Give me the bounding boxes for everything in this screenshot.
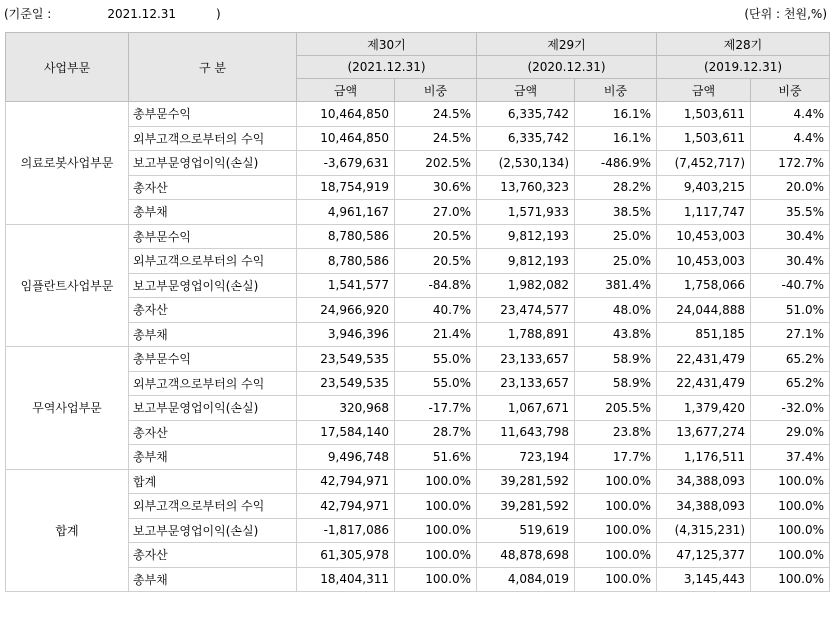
amount-cell: 34,388,093 bbox=[657, 494, 751, 519]
amount-cell: 851,185 bbox=[657, 322, 751, 347]
header-date-29: (2020.12.31) bbox=[477, 56, 657, 79]
row-item-label: 총자산 bbox=[129, 298, 297, 323]
segment-name: 무역사업부문 bbox=[6, 347, 129, 470]
amount-cell: 10,464,850 bbox=[297, 102, 395, 127]
table-caption bbox=[0, 0, 831, 22]
ratio-cell: 51.6% bbox=[395, 445, 477, 470]
ratio-cell: 20.0% bbox=[751, 175, 830, 200]
amount-cell: 1,503,611 bbox=[657, 102, 751, 127]
ratio-cell: 28.7% bbox=[395, 420, 477, 445]
ratio-cell: 65.2% bbox=[751, 347, 830, 372]
amount-cell: 22,431,479 bbox=[657, 347, 751, 372]
row-item-label: 보고부문영업이익(손실) bbox=[129, 396, 297, 421]
row-item-label: 총부채 bbox=[129, 322, 297, 347]
amount-cell: 4,084,019 bbox=[477, 567, 575, 592]
ratio-cell: 24.5% bbox=[395, 126, 477, 151]
ratio-cell: 28.2% bbox=[575, 175, 657, 200]
ratio-cell: 24.5% bbox=[395, 102, 477, 127]
amount-cell: 9,812,193 bbox=[477, 249, 575, 274]
table-row bbox=[6, 567, 830, 592]
amount-cell: 13,677,274 bbox=[657, 420, 751, 445]
row-item-label: 총부채 bbox=[129, 445, 297, 470]
ratio-cell: 48.0% bbox=[575, 298, 657, 323]
table-row bbox=[6, 102, 830, 127]
amount-cell: 11,643,798 bbox=[477, 420, 575, 445]
amount-cell: 42,794,971 bbox=[297, 469, 395, 494]
amount-cell: 13,760,323 bbox=[477, 175, 575, 200]
ratio-cell: 100.0% bbox=[395, 567, 477, 592]
ratio-cell: 172.7% bbox=[751, 151, 830, 176]
table-row bbox=[6, 543, 830, 568]
ratio-cell: 58.9% bbox=[575, 371, 657, 396]
table-row bbox=[6, 249, 830, 274]
header-period-28: 제28기 bbox=[657, 33, 830, 56]
amount-cell: 3,946,396 bbox=[297, 322, 395, 347]
amount-cell: (4,315,231) bbox=[657, 518, 751, 543]
amount-cell: 39,281,592 bbox=[477, 469, 575, 494]
row-item-label: 총부채 bbox=[129, 200, 297, 225]
row-item-label: 보고부문영업이익(손실) bbox=[129, 273, 297, 298]
header-item: 구 분 bbox=[129, 33, 297, 102]
header-period-30: 제30기 bbox=[297, 33, 477, 56]
ratio-cell: 100.0% bbox=[575, 567, 657, 592]
basis-close: ) bbox=[216, 7, 221, 21]
ratio-cell: 55.0% bbox=[395, 347, 477, 372]
amount-cell: 1,067,671 bbox=[477, 396, 575, 421]
amount-cell: 9,496,748 bbox=[297, 445, 395, 470]
amount-cell: 10,453,003 bbox=[657, 249, 751, 274]
row-item-label: 총자산 bbox=[129, 543, 297, 568]
header-ratio: 비중 bbox=[395, 79, 477, 102]
segment-name: 임플란트사업부문 bbox=[6, 224, 129, 347]
table-row bbox=[6, 494, 830, 519]
amount-cell: 4,961,167 bbox=[297, 200, 395, 225]
ratio-cell: 43.8% bbox=[575, 322, 657, 347]
ratio-cell: -84.8% bbox=[395, 273, 477, 298]
basis-label: (기준일 : bbox=[4, 7, 52, 21]
amount-cell: 22,431,479 bbox=[657, 371, 751, 396]
table-row bbox=[6, 518, 830, 543]
amount-cell: 10,453,003 bbox=[657, 224, 751, 249]
table-row bbox=[6, 298, 830, 323]
ratio-cell: -40.7% bbox=[751, 273, 830, 298]
amount-cell: -3,679,631 bbox=[297, 151, 395, 176]
table-body bbox=[6, 102, 830, 592]
header-date-28: (2019.12.31) bbox=[657, 56, 830, 79]
amount-cell: 6,335,742 bbox=[477, 126, 575, 151]
header-period-29: 제29기 bbox=[477, 33, 657, 56]
amount-cell: 1,117,747 bbox=[657, 200, 751, 225]
ratio-cell: 65.2% bbox=[751, 371, 830, 396]
ratio-cell: 21.4% bbox=[395, 322, 477, 347]
amount-cell: 1,788,891 bbox=[477, 322, 575, 347]
row-item-label: 보고부문영업이익(손실) bbox=[129, 151, 297, 176]
ratio-cell: 100.0% bbox=[575, 518, 657, 543]
table-row bbox=[6, 469, 830, 494]
table-row bbox=[6, 396, 830, 421]
ratio-cell: 100.0% bbox=[751, 469, 830, 494]
ratio-cell: 23.8% bbox=[575, 420, 657, 445]
row-item-label: 외부고객으로부터의 수익 bbox=[129, 494, 297, 519]
ratio-cell: 100.0% bbox=[575, 543, 657, 568]
ratio-cell: 27.0% bbox=[395, 200, 477, 225]
basis-date: 2021.12.31 bbox=[107, 7, 177, 21]
table-row bbox=[6, 224, 830, 249]
row-item-label: 총부문수익 bbox=[129, 347, 297, 372]
amount-cell: 23,549,535 bbox=[297, 371, 395, 396]
row-item-label: 외부고객으로부터의 수익 bbox=[129, 371, 297, 396]
amount-cell: 320,968 bbox=[297, 396, 395, 421]
ratio-cell: 30.4% bbox=[751, 249, 830, 274]
ratio-cell: 100.0% bbox=[751, 543, 830, 568]
amount-cell: 519,619 bbox=[477, 518, 575, 543]
ratio-cell: 100.0% bbox=[395, 469, 477, 494]
ratio-cell: -486.9% bbox=[575, 151, 657, 176]
amount-cell: 8,780,586 bbox=[297, 249, 395, 274]
row-item-label: 총자산 bbox=[129, 420, 297, 445]
table-row bbox=[6, 151, 830, 176]
ratio-cell: 27.1% bbox=[751, 322, 830, 347]
amount-cell: 1,541,577 bbox=[297, 273, 395, 298]
row-item-label: 합계 bbox=[129, 469, 297, 494]
amount-cell: 9,812,193 bbox=[477, 224, 575, 249]
ratio-cell: 58.9% bbox=[575, 347, 657, 372]
table-row bbox=[6, 445, 830, 470]
table-row bbox=[6, 273, 830, 298]
amount-cell: 18,404,311 bbox=[297, 567, 395, 592]
amount-cell: 1,176,511 bbox=[657, 445, 751, 470]
amount-cell: 18,754,919 bbox=[297, 175, 395, 200]
ratio-cell: 202.5% bbox=[395, 151, 477, 176]
ratio-cell: 55.0% bbox=[395, 371, 477, 396]
table-row bbox=[6, 371, 830, 396]
row-item-label: 외부고객으로부터의 수익 bbox=[129, 126, 297, 151]
table-row bbox=[6, 322, 830, 347]
ratio-cell: 381.4% bbox=[575, 273, 657, 298]
ratio-cell: 30.4% bbox=[751, 224, 830, 249]
ratio-cell: 100.0% bbox=[575, 469, 657, 494]
amount-cell: 1,758,066 bbox=[657, 273, 751, 298]
amount-cell: 23,133,657 bbox=[477, 347, 575, 372]
amount-cell: 24,966,920 bbox=[297, 298, 395, 323]
amount-cell: -1,817,086 bbox=[297, 518, 395, 543]
amount-cell: 48,878,698 bbox=[477, 543, 575, 568]
ratio-cell: 51.0% bbox=[751, 298, 830, 323]
ratio-cell: 4.4% bbox=[751, 126, 830, 151]
header-segment: 사업부문 bbox=[6, 33, 129, 102]
ratio-cell: -32.0% bbox=[751, 396, 830, 421]
header-ratio: 비중 bbox=[575, 79, 657, 102]
table-row bbox=[6, 175, 830, 200]
segment-name: 합계 bbox=[6, 469, 129, 592]
segment-name: 의료로봇사업부문 bbox=[6, 102, 129, 225]
ratio-cell: 100.0% bbox=[395, 518, 477, 543]
ratio-cell: 30.6% bbox=[395, 175, 477, 200]
table-row bbox=[6, 347, 830, 372]
ratio-cell: 100.0% bbox=[575, 494, 657, 519]
amount-cell: 1,379,420 bbox=[657, 396, 751, 421]
amount-cell: 3,145,443 bbox=[657, 567, 751, 592]
basis-date-line bbox=[4, 5, 221, 22]
amount-cell: 61,305,978 bbox=[297, 543, 395, 568]
row-item-label: 총부문수익 bbox=[129, 102, 297, 127]
amount-cell: 42,794,971 bbox=[297, 494, 395, 519]
ratio-cell: 100.0% bbox=[395, 494, 477, 519]
amount-cell: 8,780,586 bbox=[297, 224, 395, 249]
amount-cell: 24,044,888 bbox=[657, 298, 751, 323]
ratio-cell: 20.5% bbox=[395, 224, 477, 249]
table-row bbox=[6, 200, 830, 225]
ratio-cell: 100.0% bbox=[395, 543, 477, 568]
row-item-label: 총자산 bbox=[129, 175, 297, 200]
segment-table bbox=[5, 32, 830, 592]
amount-cell: 17,584,140 bbox=[297, 420, 395, 445]
amount-cell: (2,530,134) bbox=[477, 151, 575, 176]
ratio-cell: 100.0% bbox=[751, 494, 830, 519]
amount-cell: 1,503,611 bbox=[657, 126, 751, 151]
amount-cell: 47,125,377 bbox=[657, 543, 751, 568]
row-item-label: 외부고객으로부터의 수익 bbox=[129, 249, 297, 274]
header-amount: 금액 bbox=[477, 79, 575, 102]
ratio-cell: 205.5% bbox=[575, 396, 657, 421]
ratio-cell: -17.7% bbox=[395, 396, 477, 421]
ratio-cell: 100.0% bbox=[751, 518, 830, 543]
table-row bbox=[6, 420, 830, 445]
amount-cell: (7,452,717) bbox=[657, 151, 751, 176]
ratio-cell: 40.7% bbox=[395, 298, 477, 323]
ratio-cell: 35.5% bbox=[751, 200, 830, 225]
ratio-cell: 25.0% bbox=[575, 224, 657, 249]
row-item-label: 총부문수익 bbox=[129, 224, 297, 249]
ratio-cell: 4.4% bbox=[751, 102, 830, 127]
header-amount: 금액 bbox=[657, 79, 751, 102]
row-item-label: 총부채 bbox=[129, 567, 297, 592]
header-amount: 금액 bbox=[297, 79, 395, 102]
amount-cell: 9,403,215 bbox=[657, 175, 751, 200]
header-date-30: (2021.12.31) bbox=[297, 56, 477, 79]
ratio-cell: 100.0% bbox=[751, 567, 830, 592]
amount-cell: 39,281,592 bbox=[477, 494, 575, 519]
row-item-label: 보고부문영업이익(손실) bbox=[129, 518, 297, 543]
unit-label: (단위 : 천원,%) bbox=[744, 7, 827, 21]
ratio-cell: 29.0% bbox=[751, 420, 830, 445]
table-row bbox=[6, 126, 830, 151]
ratio-cell: 25.0% bbox=[575, 249, 657, 274]
amount-cell: 34,388,093 bbox=[657, 469, 751, 494]
ratio-cell: 17.7% bbox=[575, 445, 657, 470]
amount-cell: 23,474,577 bbox=[477, 298, 575, 323]
amount-cell: 723,194 bbox=[477, 445, 575, 470]
ratio-cell: 16.1% bbox=[575, 126, 657, 151]
ratio-cell: 38.5% bbox=[575, 200, 657, 225]
amount-cell: 23,549,535 bbox=[297, 347, 395, 372]
amount-cell: 6,335,742 bbox=[477, 102, 575, 127]
amount-cell: 1,982,082 bbox=[477, 273, 575, 298]
ratio-cell: 16.1% bbox=[575, 102, 657, 127]
amount-cell: 23,133,657 bbox=[477, 371, 575, 396]
ratio-cell: 37.4% bbox=[751, 445, 830, 470]
amount-cell: 1,571,933 bbox=[477, 200, 575, 225]
amount-cell: 10,464,850 bbox=[297, 126, 395, 151]
header-ratio: 비중 bbox=[751, 79, 830, 102]
ratio-cell: 20.5% bbox=[395, 249, 477, 274]
